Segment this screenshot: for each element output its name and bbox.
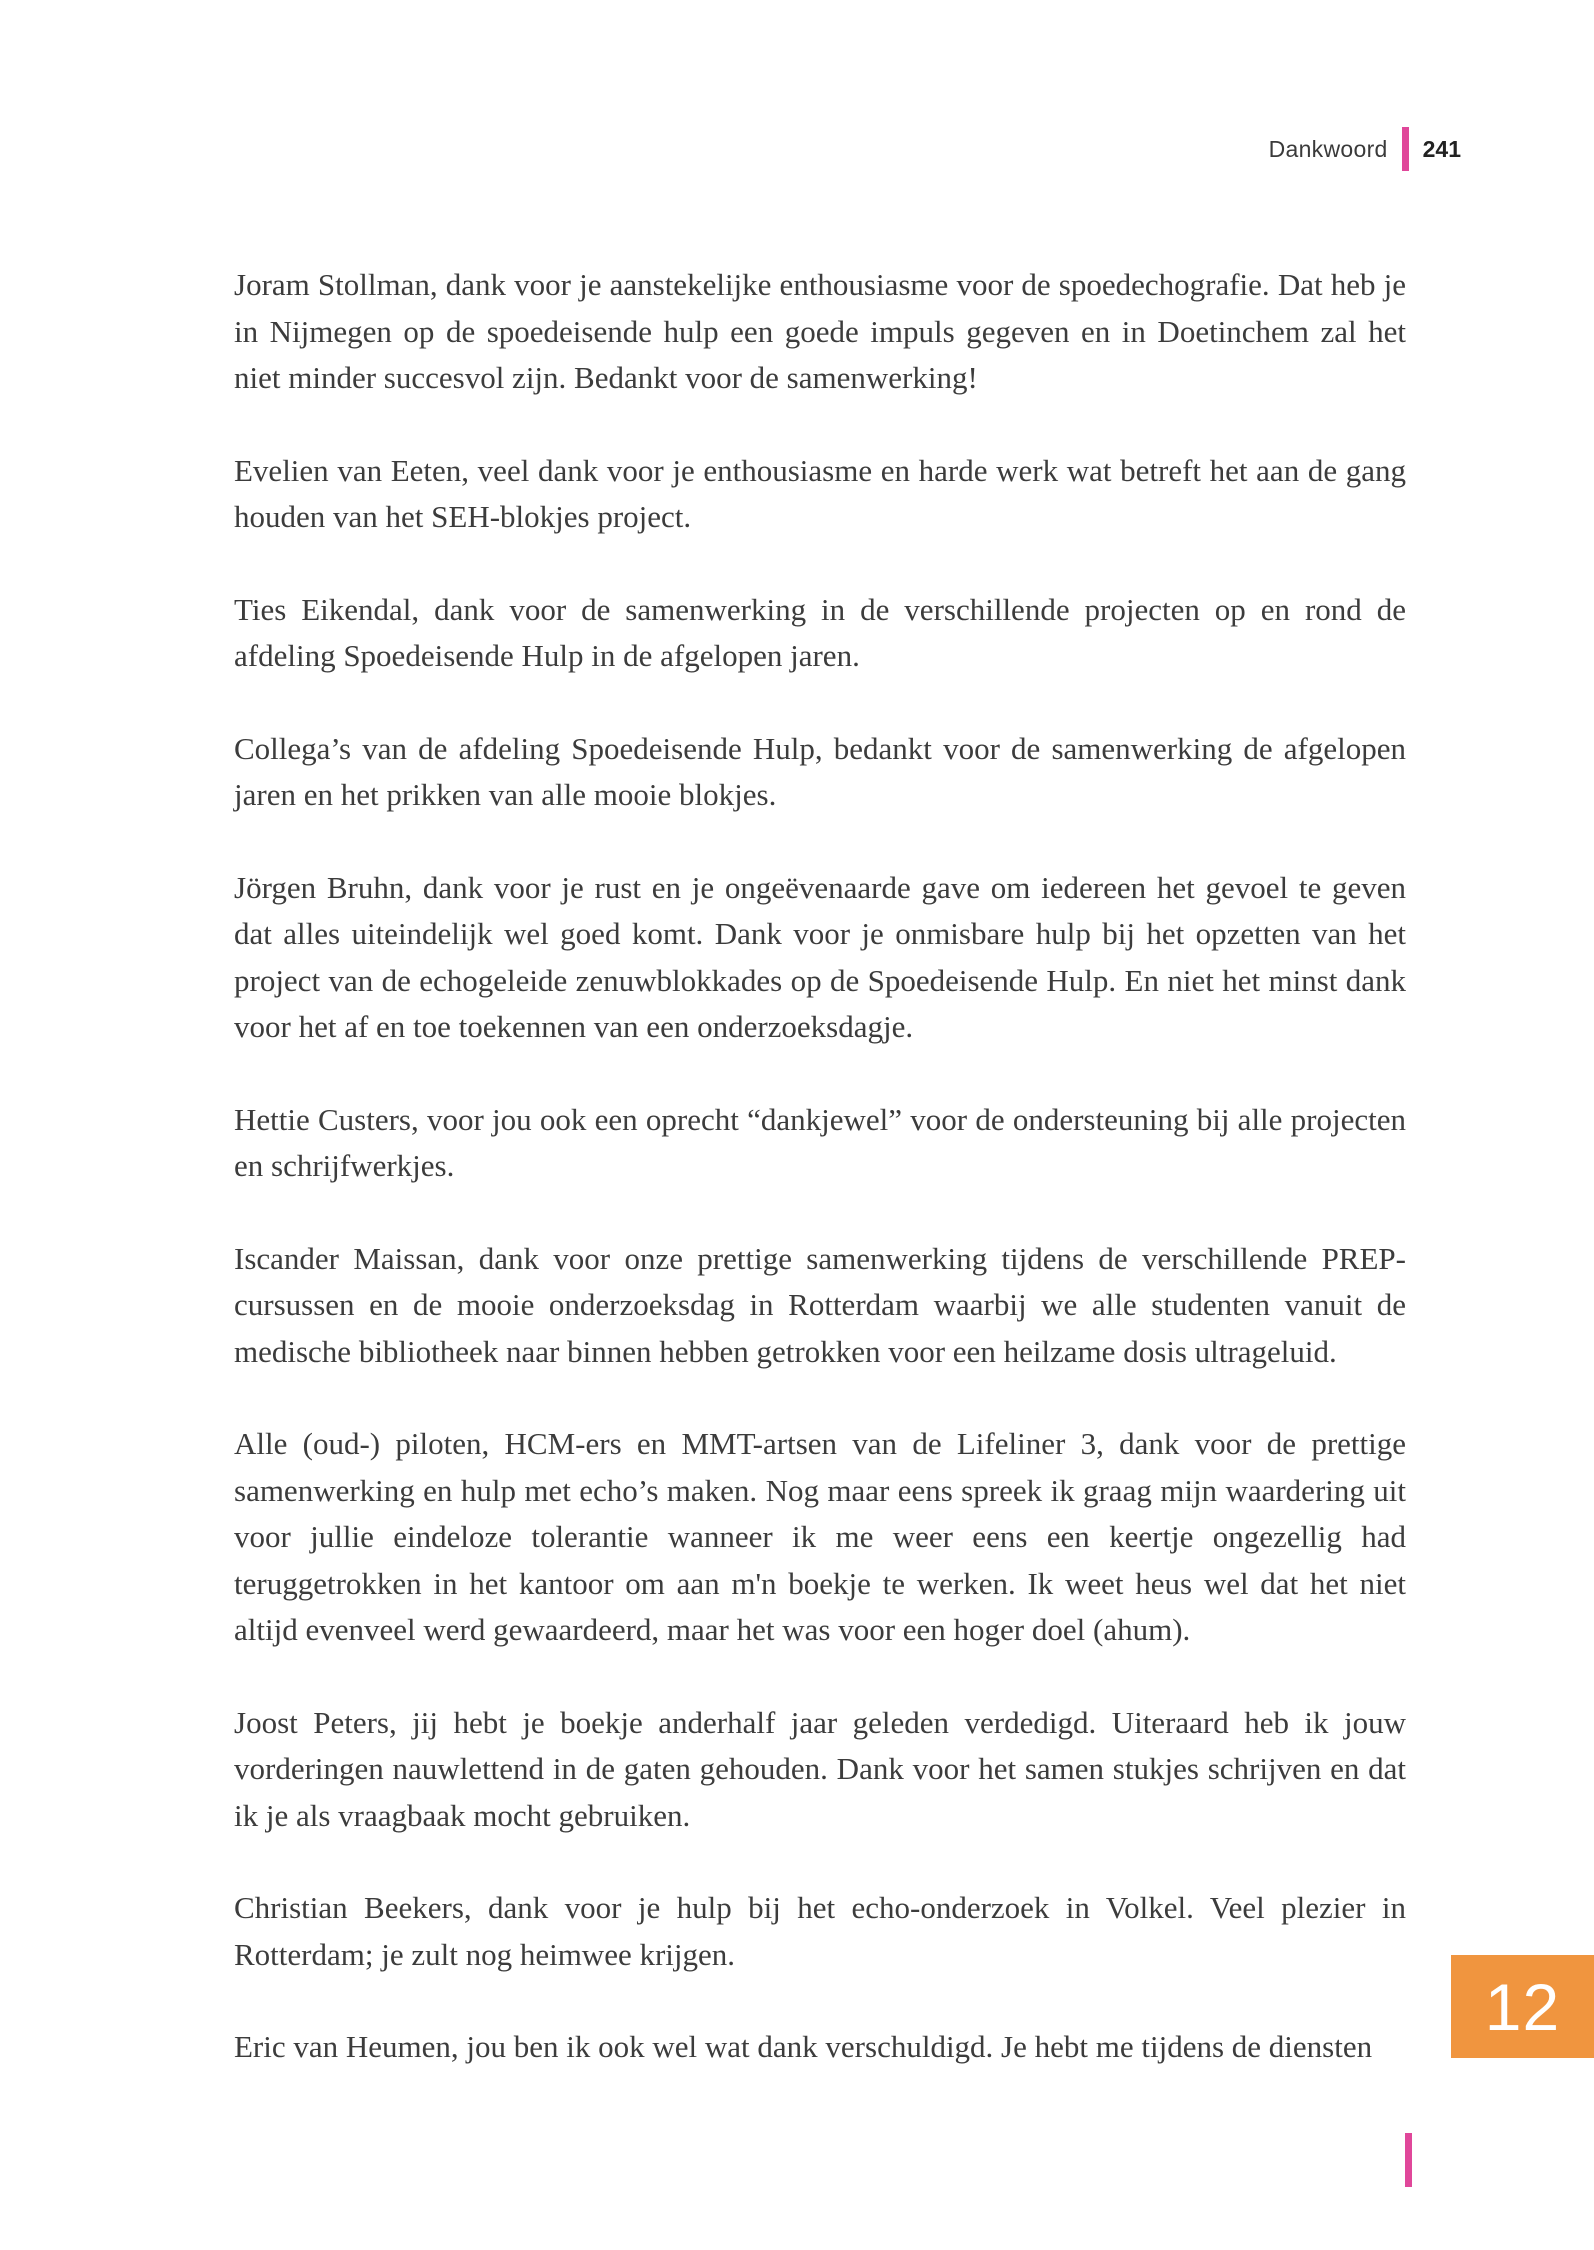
chapter-tab xyxy=(1451,1955,1594,2058)
paragraph-maissan: Iscander Maissan, dank voor onze prettige samenwerking tijdens de verschillende PREP-cursussen en de mooie onderzoeksdag in Rotterdam waarbij we alle studenten vanuit de medische bibliotheek naar binnen hebben getrokken voor een heilzame dosis ultrageluid. xyxy=(234,1240,1406,1369)
paragraph-beekers: Christian Beekers, dank voor je hulp bij het echo-onderzoek in Volkel. Veel plezier in Rotterdam; je zult nog heimwee krijgen. xyxy=(234,1890,1406,1972)
paragraph-stollman: Joram Stollman, dank voor je aanstekelijke enthousiasme voor de spoedechografie. Dat heb je in Nijmegen op de spoedeisende hulp een goede impuls gegeven en in Doetinchem zal het niet minder succesvol zijn. Bedankt voor de samenwerking! xyxy=(234,267,1406,395)
header-accent-bar xyxy=(1402,127,1409,171)
paragraph-peters: Joost Peters, jij hebt je boekje anderhalf jaar geleden verdedigd. Uiteraard heb ik jouw vorderingen nauwlettend in de gaten gehouden. Dank voor het samen stukjes schrijven en dat ik je als vraagbaak mocht gebruiken. xyxy=(234,1704,1406,1833)
page-number: 241 xyxy=(1422,135,1461,162)
body-text xyxy=(234,262,1406,2117)
paragraph-bruhn: Jörgen Bruhn, dank voor je rust en je ongeëvenaarde gave om iedereen het gevoel te geven dat alles uiteindelijk wel goed komt. Dank voor je onmisbare hulp bij het opzetten van het project van de echogeleide zenuwblokkades op de Spoedeisende Hulp. En niet het minst dank voor het af en toe toekennen van een onderzoeksdagje. xyxy=(234,869,1406,1044)
paragraph-van-eeten: Evelien van Eeten, veel dank voor je enthousiasme en harde werk wat betreft het aan de gang houden van het SEH-blokjes project. xyxy=(234,452,1406,534)
running-header xyxy=(1269,128,1461,170)
footer-accent-bar xyxy=(1405,2133,1412,2187)
paragraph-custers: Hettie Custers, voor jou ook een oprecht “dankjewel” voor de ondersteuning bij alle projecten en schrijfwerkjes. xyxy=(234,1101,1406,1183)
paragraph-van-heumen: Eric van Heumen, jou ben ik ook wel wat dank verschuldigd. Je hebt me tijdens de diensten xyxy=(234,2029,1373,2064)
section-title: Dankwoord xyxy=(1268,135,1388,162)
paragraph-lifeliner: Alle (oud-) piloten, HCM-ers en MMT-artsen van de Lifeliner 3, dank voor de prettige samenwerking en hulp met echo’s maken. Nog maar eens spreek ik graag mijn waardering uit voor jullie eindeloze tolerantie wanneer ik me weer eens een keertje ongezellig had teruggetrokken in het kantoor om aan m'n boekje te werken. Ik weet heus wel dat het niet altijd evenveel werd gewaardeerd, maar het was voor een hoger doel (ahum). xyxy=(234,1426,1406,1647)
paragraph-collegas: Collega’s van de afdeling Spoedeisende Hulp, bedankt voor de samenwerking de afgelopen jaren en het prikken van alle mooie blokjes. xyxy=(234,730,1406,812)
paragraph-eikendal: Ties Eikendal, dank voor de samenwerking in de verschillende projecten op en rond de afdeling Spoedeisende Hulp in de afgelopen jaren. xyxy=(234,591,1406,673)
chapter-number: 12 xyxy=(1484,1969,1561,2044)
